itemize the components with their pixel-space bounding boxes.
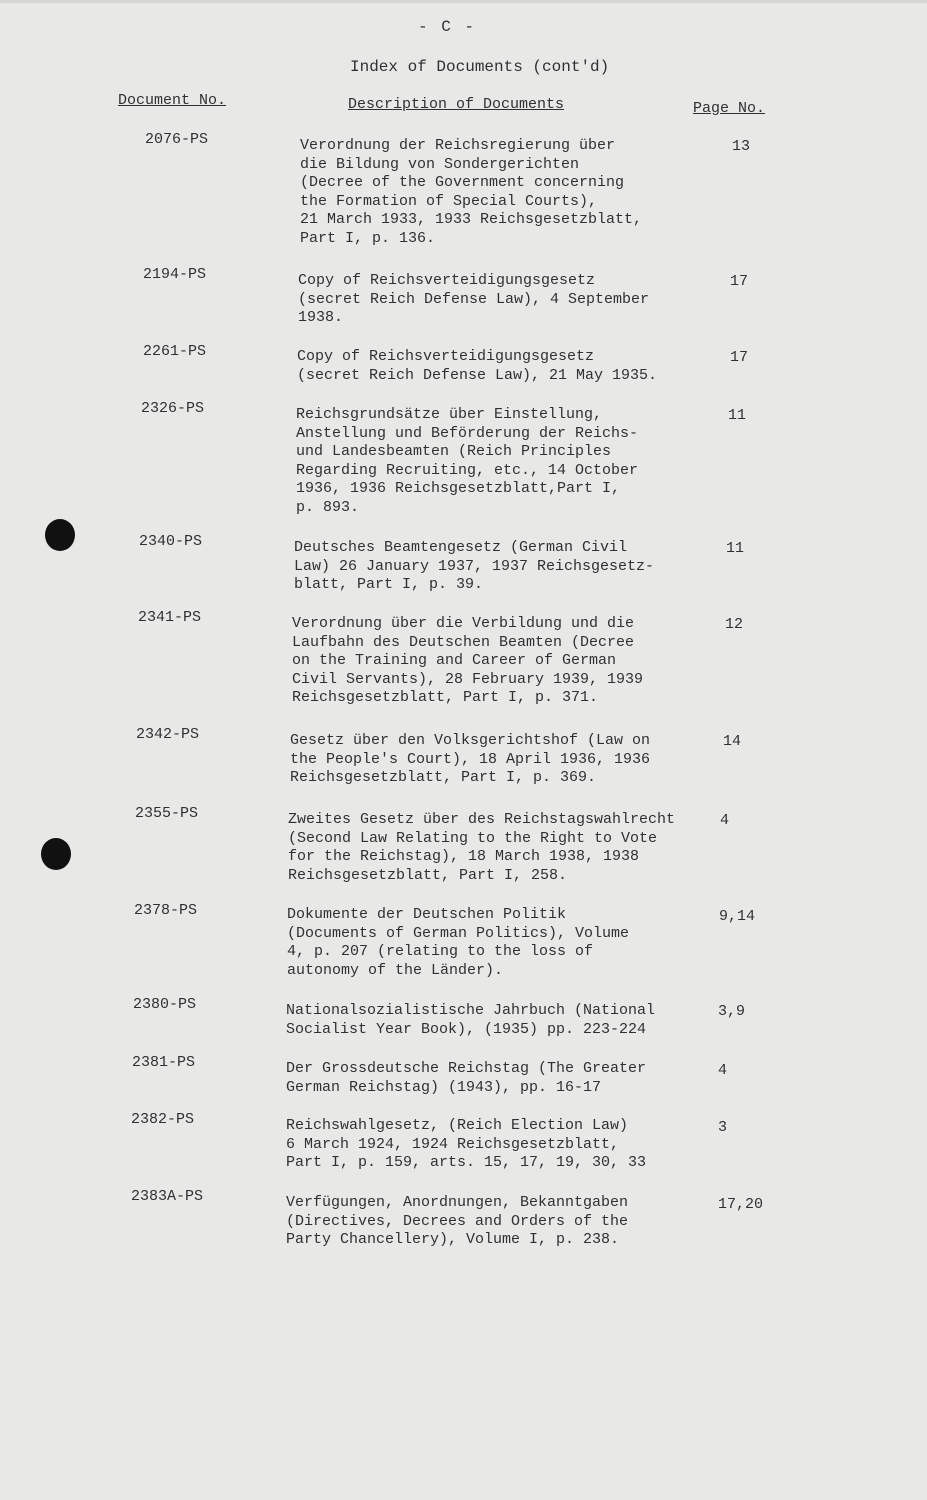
entry-description: Copy of Reichsverteidigungsgesetz (secret Reich Defense Law), 21 May 1935.: [297, 348, 658, 384]
entry-description: Nationalsozialistische Jahrbuch (National Socialist Year Book), (1935) pp. 223-224: [286, 1002, 656, 1038]
paper-top-edge: [0, 0, 927, 3]
entry-description: Verordnung über die Verbildung und die Laufbahn des Deutschen Beamten (Decree on the Training and Career of German Civil Servants), 28 February 1939, 1939 Reichsgesetzblatt, Part I, p. 371.: [292, 615, 644, 706]
entry-description: Verordnung der Reichsregierung über die Bildung von Sondergerichten (Decree of the Government concerning the Formation of Special Courts), 21 March 1933, 1933 Reichsgesetzblatt, Part I, p. 136.: [300, 137, 643, 247]
entry-page: 12: [725, 616, 744, 633]
entry-page: 9,14: [719, 908, 756, 925]
entry-description: Gesetz über den Volksgerichtshof (Law on the People's Court), 18 April 1936, 1936 Reichsgesetzblatt, Part I, p. 369.: [290, 732, 651, 786]
entry-page: 14: [723, 733, 742, 750]
punch-hole-lower: [41, 838, 71, 870]
entry-description: Der Grossdeutsche Reichstag (The Greater German Reichstag) (1943), pp. 16-17: [286, 1060, 647, 1096]
entry-doc-no: 2341-PS: [138, 609, 202, 626]
entry-doc-no: 2340-PS: [139, 533, 203, 550]
entry-description: Reichswahlgesetz, (Reich Election Law) 6 March 1924, 1924 Reichsgesetzblatt, Part I, p. 159, arts. 15, 17, 19, 30, 33: [286, 1117, 647, 1171]
entry-doc-no: 2342-PS: [136, 726, 200, 743]
entry-description: Reichsgrundsätze über Einstellung, Anstellung und Beförderung der Reichs- und Landesbeamten (Reich Principles Regarding Recruiting, etc., 14 October 1936, 1936 Reichsgesetzblatt,Part I, p. 893.: [296, 406, 639, 516]
entry-page: 4: [718, 1062, 728, 1079]
entry-description: Zweites Gesetz über des Reichstagswahlrecht (Second Law Relating to the Right to Vote for the Reichstag), 18 March 1938, 1938 Reichsgesetzblatt, Part I, 258.: [288, 811, 676, 884]
entry-description: Copy of Reichsverteidigungsgesetz (secret Reich Defense Law), 4 September 1938.: [298, 272, 650, 326]
header-description: Description of Documents: [348, 96, 565, 113]
entry-page: 11: [728, 407, 747, 424]
entry-doc-no: 2380-PS: [133, 996, 197, 1013]
entry-page: 17,20: [718, 1196, 764, 1213]
entry-doc-no: 2383A-PS: [131, 1188, 204, 1205]
punch-hole-upper: [45, 519, 75, 551]
entry-page: 17: [730, 273, 749, 290]
header-document-no: Document No.: [118, 92, 227, 109]
entry-doc-no: 2076-PS: [145, 131, 209, 148]
page-title: Index of Documents (cont'd): [350, 58, 610, 76]
entry-page: 4: [720, 812, 730, 829]
entry-page: 17: [730, 349, 749, 366]
entry-page: 11: [726, 540, 745, 557]
entry-doc-no: 2378-PS: [134, 902, 198, 919]
header-page-no: Page No.: [693, 100, 766, 117]
entry-doc-no: 2194-PS: [143, 266, 207, 283]
entry-description: Dokumente der Deutschen Politik (Documents of German Politics), Volume 4, p. 207 (relating to the loss of autonomy of the Länder).: [287, 906, 630, 979]
entry-page: 3: [718, 1119, 728, 1136]
entry-doc-no: 2355-PS: [135, 805, 199, 822]
page-marker: - C -: [418, 18, 477, 36]
entry-doc-no: 2382-PS: [131, 1111, 195, 1128]
entry-description: Deutsches Beamtengesetz (German Civil Law) 26 January 1937, 1937 Reichsgesetz- blatt, Part I, p. 39.: [294, 539, 655, 593]
entry-page: 13: [732, 138, 751, 155]
entry-page: 3,9: [718, 1003, 746, 1020]
entry-doc-no: 2381-PS: [132, 1054, 196, 1071]
entry-doc-no: 2261-PS: [143, 343, 207, 360]
entry-description: Verfügungen, Anordnungen, Bekanntgaben (Directives, Decrees and Orders of the Party Chancellery), Volume I, p. 238.: [286, 1194, 629, 1248]
entry-doc-no: 2326-PS: [141, 400, 205, 417]
